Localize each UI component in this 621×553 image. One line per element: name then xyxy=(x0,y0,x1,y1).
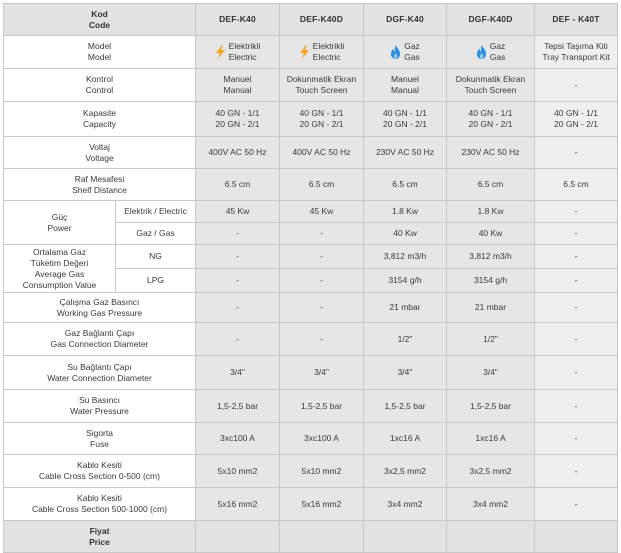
model-header-def-k40: DEF-K40 xyxy=(196,4,280,36)
gas-pressure-row-label: Çalışma Gaz Basıncı Working Gas Pressure xyxy=(4,293,196,323)
consumption-cell: - xyxy=(196,245,280,269)
power-electric-label: Elektrik / Electric xyxy=(116,201,196,223)
cable-1000-cell: - xyxy=(535,488,618,521)
cable-500-cell: 3x2,5 mm2 xyxy=(364,455,447,488)
consumption-cell: - xyxy=(535,269,618,293)
cable-500-row-label: Kablo Kesiti Cable Cross Section 0-500 (cm) xyxy=(4,455,196,488)
voltage-cell: - xyxy=(535,137,618,169)
gas-pressure-row xyxy=(4,293,618,323)
power-cell: - xyxy=(280,223,364,245)
model-cell: Gaz Gas xyxy=(447,36,535,69)
consumption-row-label: Ortalama Gaz Tüketim Değeri Average Gas Consumption Value xyxy=(4,245,116,293)
model-cell: Elektrikli Electric xyxy=(280,36,364,69)
power-cell: - xyxy=(196,223,280,245)
capacity-cell: 40 GN - 1/1 20 GN - 2/1 xyxy=(447,102,535,137)
control-cell: Dokunmatik Ekran Touch Screen xyxy=(447,69,535,102)
price-cell xyxy=(196,521,280,553)
shelf-distance-cell: 6.5 cm xyxy=(364,169,447,201)
capacity-cell: 40 GN - 1/1 20 GN - 2/1 xyxy=(280,102,364,137)
gas-pressure-cell: - xyxy=(535,293,618,323)
gas-pressure-cell: 21 mbar xyxy=(364,293,447,323)
power-cell: 40 Kw xyxy=(364,223,447,245)
model-cell: Gaz Gas xyxy=(364,36,447,69)
voltage-cell: 400V AC 50 Hz xyxy=(196,137,280,169)
gas-diameter-cell: - xyxy=(280,323,364,356)
control-cell: Manuel Manual xyxy=(196,69,280,102)
model-row xyxy=(4,36,618,69)
power-cell: - xyxy=(535,201,618,223)
price-row-label: Fiyat Price xyxy=(4,521,196,553)
control-row-label: Kontrol Control xyxy=(4,69,196,102)
cable-1000-cell: 5x16 mm2 xyxy=(196,488,280,521)
cable-1000-cell: 3x4 mm2 xyxy=(447,488,535,521)
gas-pressure-cell: 21 mbar xyxy=(447,293,535,323)
power-row-label: Güç Power xyxy=(4,201,116,245)
water-pressure-cell: 1,5-2,5 bar xyxy=(364,390,447,423)
voltage-cell: 230V AC 50 Hz xyxy=(364,137,447,169)
voltage-row xyxy=(4,137,618,169)
shelf-distance-row-label: Raf Mesafesi Shelf Distance xyxy=(4,169,196,201)
cable-500-cell: - xyxy=(535,455,618,488)
lightning-bolt-icon xyxy=(215,45,226,59)
power-cell: 45 Kw xyxy=(196,201,280,223)
fuse-row xyxy=(4,423,618,455)
consumption-lpg-label: LPG xyxy=(116,269,196,293)
consumption-cell: 3,812 m3/h xyxy=(364,245,447,269)
water-diameter-row xyxy=(4,356,618,390)
model-header-dgf-k40d: DGF-K40D xyxy=(447,4,535,36)
gas-pressure-cell: - xyxy=(280,293,364,323)
model-row-label: Model Model xyxy=(4,36,196,69)
fuse-cell: - xyxy=(535,423,618,455)
water-pressure-row-label: Su Basıncı Water Pressure xyxy=(4,390,196,423)
shelf-distance-row xyxy=(4,169,618,201)
capacity-row xyxy=(4,102,618,137)
model-header-dgf-k40: DGF-K40 xyxy=(364,4,447,36)
gas-diameter-cell: 1/2" xyxy=(447,323,535,356)
gas-pressure-cell: - xyxy=(196,293,280,323)
consumption-cell: - xyxy=(280,269,364,293)
consumption-cell: 3154 g/h xyxy=(364,269,447,293)
water-pressure-cell: 1,5-2,5 bar xyxy=(196,390,280,423)
spec-table xyxy=(3,3,618,553)
model-header-def-k40t: DEF - K40T xyxy=(535,4,618,36)
fuse-row-label: Sigorta Fuse xyxy=(4,423,196,455)
lightning-bolt-icon xyxy=(299,45,310,59)
cable-1000-cell: 3x4 mm2 xyxy=(364,488,447,521)
control-row xyxy=(4,69,618,102)
consumption-ng-label: NG xyxy=(116,245,196,269)
water-pressure-row xyxy=(4,390,618,423)
consumption-ng-row xyxy=(4,245,618,269)
water-diameter-cell: 3/4" xyxy=(196,356,280,390)
control-cell: Dokunmatik Ekran Touch Screen xyxy=(280,69,364,102)
power-cell: 40 Kw xyxy=(447,223,535,245)
water-pressure-cell: - xyxy=(535,390,618,423)
capacity-cell: 40 GN - 1/1 20 GN - 2/1 xyxy=(196,102,280,137)
power-cell: - xyxy=(535,223,618,245)
fuse-cell: 3xc100 A xyxy=(280,423,364,455)
shelf-distance-cell: 6.5 cm xyxy=(447,169,535,201)
price-cell xyxy=(447,521,535,553)
spec-table-container xyxy=(3,3,617,549)
flame-icon xyxy=(476,45,487,59)
price-cell xyxy=(535,521,618,553)
cable-500-cell: 5x10 mm2 xyxy=(280,455,364,488)
flame-icon xyxy=(390,45,401,59)
code-header-label: Kod Code xyxy=(4,4,196,36)
gas-diameter-row xyxy=(4,323,618,356)
shelf-distance-cell: 6.5 cm xyxy=(196,169,280,201)
power-gas-label: Gaz / Gas xyxy=(116,223,196,245)
cable-1000-row-label: Kablo Kesiti Cable Cross Section 500-1000 (cm) xyxy=(4,488,196,521)
price-cell xyxy=(364,521,447,553)
gas-diameter-cell: - xyxy=(196,323,280,356)
model-header-def-k40d: DEF-K40D xyxy=(280,4,364,36)
power-electric-row xyxy=(4,201,618,223)
water-diameter-row-label: Su Bağlantı Çapı Water Connection Diameter xyxy=(4,356,196,390)
capacity-cell: 40 GN - 1/1 20 GN - 2/1 xyxy=(364,102,447,137)
cable-1000-row xyxy=(4,488,618,521)
consumption-cell: 3154 g/h xyxy=(447,269,535,293)
fuse-cell: 3xc100 A xyxy=(196,423,280,455)
capacity-cell: 40 GN - 1/1 20 GN - 2/1 xyxy=(535,102,618,137)
model-cell: Elektrikli Electric xyxy=(196,36,280,69)
water-diameter-cell: - xyxy=(535,356,618,390)
water-pressure-cell: 1,5-2,5 bar xyxy=(280,390,364,423)
water-diameter-cell: 3/4" xyxy=(447,356,535,390)
cable-1000-cell: 5x16 mm2 xyxy=(280,488,364,521)
cable-500-cell: 3x2,5 mm2 xyxy=(447,455,535,488)
fuse-cell: 1xc16 A xyxy=(447,423,535,455)
gas-diameter-row-label: Gaz Bağlantı Çapı Gas Connection Diameter xyxy=(4,323,196,356)
model-cell: Tepsi Taşıma Kiti Tray Transport Kit xyxy=(535,36,618,69)
water-diameter-cell: 3/4" xyxy=(364,356,447,390)
consumption-cell: 3,812 m3/h xyxy=(447,245,535,269)
consumption-cell: - xyxy=(196,269,280,293)
capacity-row-label: Kapasite Capacity xyxy=(4,102,196,137)
consumption-cell: - xyxy=(535,245,618,269)
voltage-row-label: Voltaj Voltage xyxy=(4,137,196,169)
fuse-cell: 1xc16 A xyxy=(364,423,447,455)
control-cell: - xyxy=(535,69,618,102)
power-cell: 1.8 Kw xyxy=(364,201,447,223)
consumption-cell: - xyxy=(280,245,364,269)
power-cell: 1.8 Kw xyxy=(447,201,535,223)
header-row xyxy=(4,4,618,36)
gas-diameter-cell: 1/2" xyxy=(364,323,447,356)
power-cell: 45 Kw xyxy=(280,201,364,223)
voltage-cell: 400V AC 50 Hz xyxy=(280,137,364,169)
price-cell xyxy=(280,521,364,553)
shelf-distance-cell: 6.5 cm xyxy=(535,169,618,201)
price-row xyxy=(4,521,618,553)
gas-diameter-cell: - xyxy=(535,323,618,356)
control-cell: Manuel Manual xyxy=(364,69,447,102)
water-pressure-cell: 1,5-2,5 bar xyxy=(447,390,535,423)
voltage-cell: 230V AC 50 Hz xyxy=(447,137,535,169)
water-diameter-cell: 3/4" xyxy=(280,356,364,390)
cable-500-row xyxy=(4,455,618,488)
shelf-distance-cell: 6.5 cm xyxy=(280,169,364,201)
cable-500-cell: 5x10 mm2 xyxy=(196,455,280,488)
